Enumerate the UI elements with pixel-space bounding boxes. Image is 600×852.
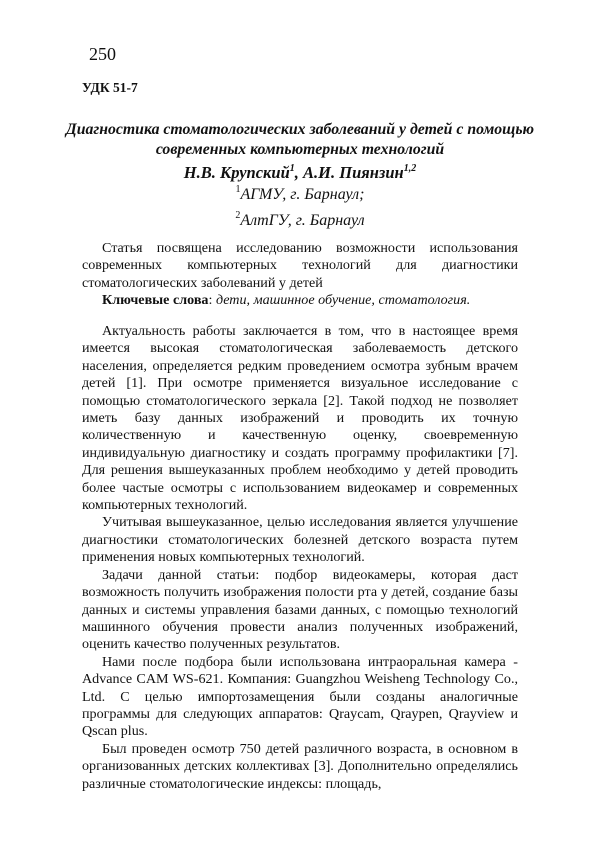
author-name: А.И. Пиянзин [303, 163, 404, 182]
keywords-text: дети, машинное обучение, стоматология. [215, 292, 471, 309]
body-paragraph: Нами после подбора были использована интраоральная камера - Advance CAM WS-621. Компания: Guangzhou Weisheng Technology Co., Ltd. С целью импортозамещения были созданы аналогичные программы для следующих аппаратов: Qraycam, Qraypen, Qrayview и Qscan plus. [82, 653, 518, 740]
author-affiliation-mark: 1 [289, 163, 295, 174]
keywords-separator: : [208, 292, 216, 309]
author-affiliation-mark: 1,2 [403, 163, 417, 174]
authors-line [60, 162, 540, 184]
abstract-block [82, 240, 518, 310]
affiliation-mark: 1 [235, 184, 241, 195]
affiliation-mark: 2 [235, 210, 241, 221]
affiliation-text: АлтГУ, г. Барнаул [240, 212, 365, 229]
body-paragraph: Учитывая вышеуказанное, целью исследования является улучшение диагностики стоматологических болезней детского возраста путем применения новых компьютерных технологий. [82, 514, 518, 566]
keywords-label: Ключевые слова [102, 292, 209, 309]
body-paragraph: Задачи данной статьи: подбор видеокамеры, которая даст возможность получить изображения полости рта у детей, создание базы данных и системы управления базами данных, с помощью технологий машинного обучения провести анализ полученных изображений, оценить качество полученных результатов. [82, 566, 518, 653]
affiliation [60, 185, 540, 205]
udk-code: УДК 51-7 [82, 80, 138, 95]
article-body [82, 323, 518, 793]
body-paragraph: Был проведен осмотр 750 детей различного возраста, в основном в организованных детских коллективах [3]. Дополнительно определялись различные стоматологические индексы: площадь, [82, 740, 518, 792]
body-paragraph: Актуальность работы заключается в том, что в настоящее время имеется высокая стоматологическая заболеваемость детского населения, определяется редким проведением осмотра зубным врачем детей [1]. При осмотре применяется визуальное исследование с помощью стоматологического зеркала [2]. Такой подход не позволяет иметь базу данных изображений и проводить их точную количественную и качественную оценку, своевременную индивидуальную диагностику и создать программу профилактики [7]. Для решения вышеуказанных проблем необходимо у детей проводить более частые осмотры с использованием видеокамер и современных компьютерных технологий. [82, 323, 518, 514]
affiliation [60, 211, 540, 231]
abstract-text: Статья посвящена исследованию возможности использования современных компьютерных технологий для диагностики стоматологических заболеваний у детей [82, 240, 518, 291]
article-title: Диагностика стоматологических заболеваний у детей с помощью современных компьютерных технологий [65, 121, 535, 158]
page-number: 250 [89, 44, 116, 64]
keywords-line [82, 292, 518, 309]
author-name: Н.В. Крупский [183, 163, 290, 182]
affiliation-text: АГМУ, г. Барнаул; [240, 186, 365, 203]
author-separator: , [294, 163, 304, 182]
